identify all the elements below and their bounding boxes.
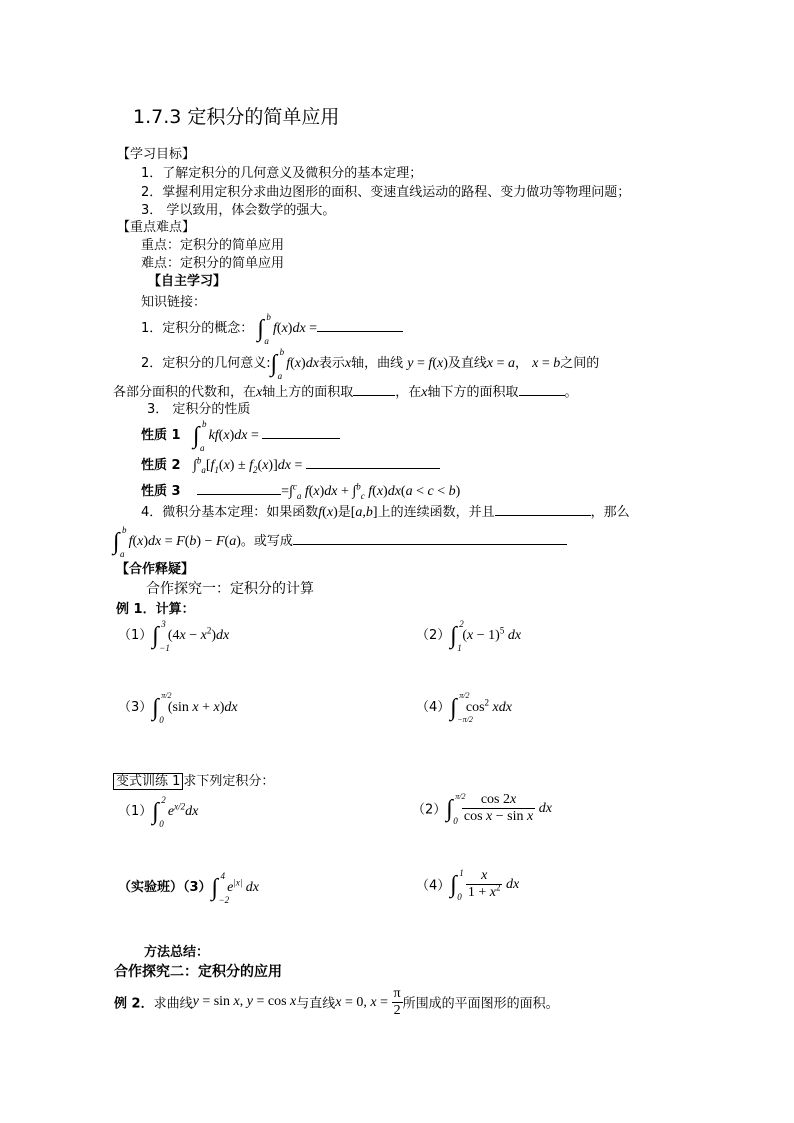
property-3-blank[interactable]	[197, 481, 281, 495]
goal-1: 1．了解定积分的几何意义及微积分的基本定理；	[141, 166, 423, 181]
theorem-alt-form-blank[interactable]	[293, 531, 567, 545]
property-1: 性质 1 ∫ b a kf(x)dx =	[141, 424, 340, 448]
self-heading: 【自主学习】	[148, 274, 227, 289]
page-title: 1.7.3 定积分的简单应用	[133, 106, 340, 128]
fundamental-theorem: 4．微积分基本定理：如果函数f(x)是[a,b]上的连续函数，并且 ，那么	[141, 501, 630, 521]
geometric-meaning-line2: 各部分面积的代数和，在x轴上方的面积取 ，在x轴下方的面积取 。	[113, 381, 578, 401]
key-important: 重点：定积分的简单应用	[141, 238, 285, 253]
variant-training-1: 变式训练 1 求下列定积分：	[113, 770, 274, 789]
property-2: 性质 2 $\int^b_a[f_1(x) \pm f_2(x)]dx$ =	[141, 454, 440, 474]
concept-label: 1．定积分的概念：	[141, 321, 254, 337]
knowledge-link: 知识链接：	[141, 295, 207, 310]
goals-heading: 【学习目标】	[117, 147, 196, 162]
key-difficult: 难点：定积分的简单应用	[141, 256, 285, 271]
variant-problem-1: （1）∫ 2 0 $e^{x/2}dx$	[118, 795, 199, 829]
concept-formula: ∫ b a f(x)dx =	[257, 312, 318, 346]
property-1-blank[interactable]	[262, 425, 340, 439]
method-summary: 方法总结：	[144, 945, 210, 960]
fundamental-theorem-line2: ∫ b a f(x)dx = F(b) − F(a)。或写成	[113, 530, 567, 554]
theorem-condition-blank[interactable]	[495, 502, 591, 516]
example-1-problem-2: （2）∫ 2 1 $(x - 1)^5$ dx	[416, 619, 522, 653]
goal-3: 3． 学以致用，体会数学的强大。	[141, 203, 336, 218]
example-1-problem-3: （3）∫ π/2 0 (sin x + x)dx	[118, 691, 238, 725]
explore-2-heading: 合作探究二：定积分的应用	[114, 964, 282, 980]
above-area-blank[interactable]	[353, 382, 395, 396]
variant-problem-2: （2）∫ π/2 0 $\frac{\cos 2x}{\text{cos x − sin x}}$ dx	[412, 791, 552, 826]
variant-training-label: 变式训练 1	[113, 773, 183, 790]
property-2-blank[interactable]	[306, 455, 440, 469]
example-1-heading: 例 1．计算：	[116, 602, 195, 617]
goal-2: 2．掌握利用定积分求曲边图形的面积、变速直线运动的路程、变力做功等物理问题；	[141, 185, 631, 200]
variant-problem-4: （4）∫ 1 0 $\frac{x}{1 + x^2}$ dx	[416, 867, 520, 902]
explore-1-heading: 合作探究一：定积分的计算	[146, 581, 314, 597]
properties-label: 3． 定积分的性质	[147, 402, 251, 417]
coop-heading: 【合作释疑】	[116, 562, 195, 577]
property-3: 性质 3 =∫$^c_a$ f(x)dx + ∫$^b_c$ f(x)dx(a < c < b)	[141, 481, 461, 501]
geometric-integral: ∫ b a f(x)dx	[270, 347, 319, 381]
geometric-meaning: 2．定积分的几何意义:∫ b a f(x)dx表示x轴，曲线 y = f(x)及直线x = a， x = b之间的	[141, 347, 600, 381]
geometric-label: 2．定积分的几何意义:	[141, 356, 271, 372]
variant-problem-3: （实验班）（3）∫ 4 −2 $e^{|x|}$ dx	[118, 871, 260, 905]
example-2: 例 2．求曲线y = sin x, y = cos x与直线x = 0, x = $\frac{\pi}{2}$ 所围成的平面图形的面积。	[114, 986, 559, 1018]
key-heading: 【重点难点】	[117, 220, 196, 235]
definite-integral-concept	[141, 312, 403, 346]
below-area-blank[interactable]	[519, 382, 565, 396]
example-1-problem-1: （1）∫ 3 −1 $(4x - x^2)dx$	[118, 619, 230, 653]
example-1-problem-4: （4）∫ π/2 −π/2 $\cos^2$ xdx	[416, 691, 512, 724]
answer-blank[interactable]	[317, 318, 403, 332]
